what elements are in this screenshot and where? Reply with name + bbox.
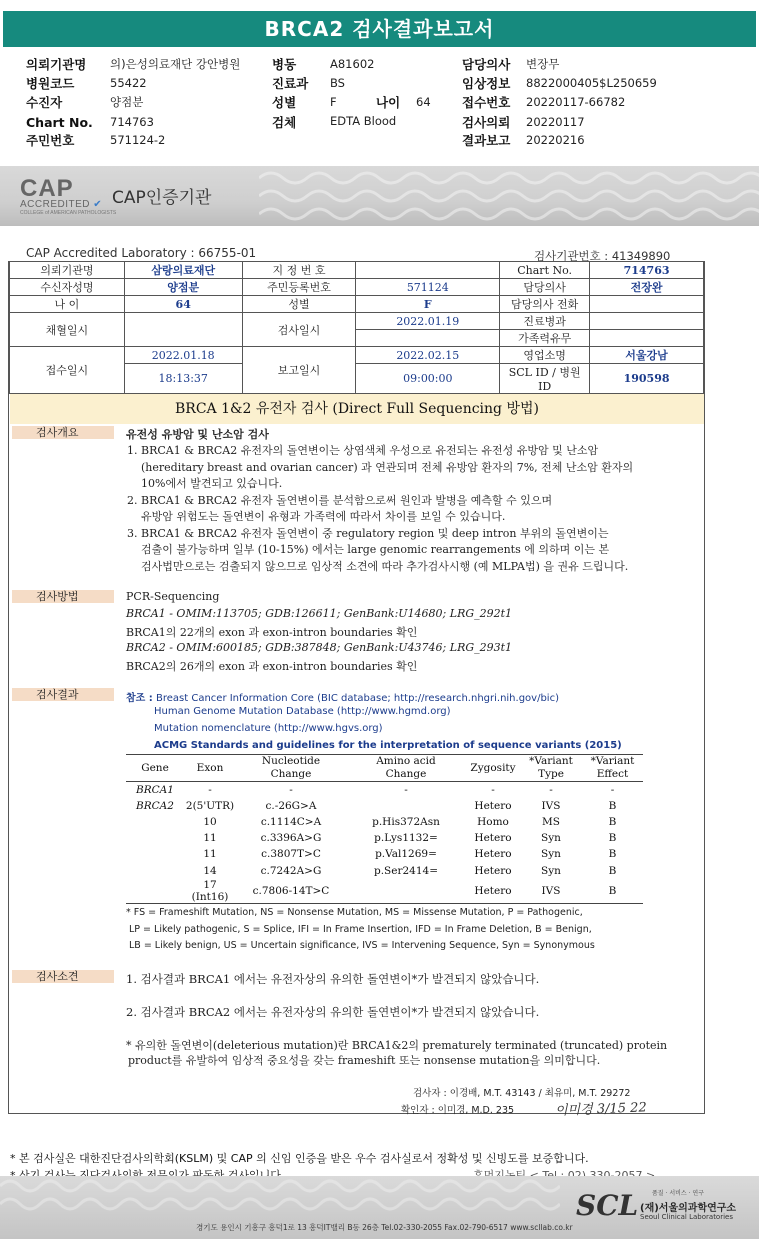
cell-gene [126,862,184,878]
table-label: 접수일시 [10,347,125,394]
table-row [126,782,643,798]
cell-variant-effect: B [608,799,617,812]
cell-variant-type: Syn [541,832,561,845]
exam-institution-number: 검사기관번호 : 41349890 [534,249,671,263]
info-value: BS [330,76,345,90]
cell-variant-effect: B [608,864,617,877]
check-icon: ✔ [93,199,103,210]
overview-line: 3. BRCA1 & BRCA2 유전자 돌연변이 중 regulatory region 및 deep intron 부위의 돌연변이는 [127,527,609,540]
table-value: 전장완 [590,279,704,296]
cell-zygosity: - [491,783,495,796]
table-value: 2022.01.19 [356,313,500,330]
cell-zygosity: Hetero [466,879,520,904]
table-label: 보고일시 [242,347,356,394]
table-label: 지 정 번 호 [242,262,356,279]
title-bar [0,0,759,50]
table-label: SCL ID / 병원 ID [500,364,590,394]
table-value: 2022.02.15 [356,347,500,364]
table-value: 2022.01.18 [124,347,242,364]
cell-zygosity: Hetero [474,848,512,861]
cell-variant-effect: - [610,783,615,796]
table-header: Zygosity [466,755,520,782]
table-row [126,830,643,846]
table-value [356,262,500,279]
method-line: PCR-Sequencing [126,590,220,603]
reference-line: Mutation nomenclature (http://www.hgvs.org) [154,723,383,734]
opinion-line: 2. 검사결과 BRCA2 에서는 유전자상의 유의한 돌연변이*가 발견되지 않았습니다. [126,1005,540,1019]
info-row [26,55,86,74]
table-label: 성별 [242,296,356,313]
cell-nucleotide: c.1114C>A [260,815,322,828]
overview-line: (hereditary breast and ovarian cancer) 과 연관되며 전체 유방암 환자의 7%, 전체 난소암 환자의 [141,461,634,474]
legend-line: * FS = Frameshift Mutation, NS = Nonsense Mutation, MS = Missense Mutation, P = Pathogenic, [126,907,583,918]
overview-label: 검사개요 [12,426,114,439]
info-label: 나이 [376,95,401,110]
footer-address: 경기도 용인시 기흥구 흥덕1로 13 흥덕IT밸리 B동 26층 Tel.02-330-2055 Fax.02-790-6517 www.scllab.co.kr [196,1223,573,1232]
cell-variant-type: IVS [541,799,561,812]
cell-exon: 10 [203,815,217,828]
opinion-note: * 유의한 돌연변이(deleterious mutation)란 BRCA1&2의 prematurely terminated (truncated) protein [126,1039,668,1052]
info-label: 수진자 [26,95,63,110]
cell-amino-acid: p.His372Asn [372,815,440,828]
table-label: 수신자성명 [10,279,125,296]
method-line: BRCA1의 22개의 exon 과 exon-intron boundaries 확인 [126,626,418,639]
table-label: 가족력유무 [500,330,590,347]
overview-line: 유방암 위험도는 돌연변이 유형과 가족력에 따라서 차이를 보일 수 있습니다. [141,510,506,523]
info-value: 의)은성의료재단 강안병원 [110,57,241,71]
info-label: 담당의사 [462,57,511,72]
info-value: F [330,95,337,109]
scl-logo: SCL [576,1189,639,1222]
cell-gene: BRCA2 [136,799,174,812]
cap-lab-number: CAP Accredited Laboratory : 66755-01 [26,246,257,260]
opinion-note: product를 유발하여 임상적 중요성을 갖는 frameshift 또는 nonsense mutation을 의미합니다. [128,1054,601,1067]
info-label: 병원코드 [26,76,75,91]
overview-line: 10%에서 발견되고 있습니다. [141,477,283,490]
cell-nucleotide: c.7806-14T>C [236,879,346,904]
method-line: BRCA2의 26개의 exon 과 exon-intron boundaries 확인 [126,660,418,673]
info-value: 20220117 [526,115,585,129]
report-body [0,226,759,1186]
footer-note: * 본 검사실은 대한진단검사의학회(KSLM) 및 CAP 의 신임 인증을 받은 우수 검사실로서 정확성 및 신빙도를 보증합니다. [10,1152,589,1165]
table-label: 검사일시 [242,313,356,347]
table-label: 의뢰기관명 [10,262,125,279]
table-header: *Variant Effect [582,755,643,782]
info-value: 64 [416,95,431,109]
verifier-line: 확인자 : 이미경, M.D. 235 [401,1105,515,1116]
info-value: 변장무 [526,57,560,71]
info-label: Chart No. [26,115,93,130]
signature: 이미경 3/15 22 [554,1100,647,1119]
cell-nucleotide: c.7242A>G [260,864,322,877]
cell-gene: BRCA1 [136,783,174,796]
cell-exon: 17 (Int16) [184,879,236,904]
table-value: 양점분 [124,279,242,296]
info-label: 의뢰기관명 [26,57,87,72]
patient-info-table [9,261,704,394]
info-value: 571124-2 [110,133,166,147]
cap-label: CAP인증기관 [112,188,212,208]
method-line: BRCA2 - OMIM:600185; GDB:387848; GenBank:U43746; LRG_293t1 [126,641,513,654]
decorative-pattern-icon [0,1176,560,1216]
table-label: 채혈일시 [10,313,125,347]
table-value [356,330,500,347]
table-row [126,862,643,878]
info-value: 양점분 [110,95,144,109]
cell-exon: 2(5'UTR) [185,799,235,812]
info-label: 임상정보 [462,76,511,91]
cell-gene [126,830,184,846]
cap-logo [20,175,116,216]
cell-variant-type: MS [542,815,560,828]
table-label: 담당의사 전화 [500,296,590,313]
reference-line: 참조 : Breast Cancer Information Core (BIC database; http://research.nhgri.nih.gov/bic) [126,693,559,704]
cell-nucleotide: - [289,783,293,796]
result-label: 검사결과 [12,688,114,701]
info-label: 진료과 [272,76,309,91]
cell-amino-acid [346,798,466,814]
info-label: 검사의뢰 [462,115,511,130]
method-line: BRCA1 - OMIM:113705; GDB:126611; GenBank:U14680; LRG_292t1 [126,607,513,620]
scl-name: (재)서울의과학연구소 [640,1203,737,1214]
info-value: EDTA Blood [330,114,397,128]
cap-logo-text: CAP [20,175,74,202]
table-value [590,296,704,313]
overview-line: 검사법만으로는 검출되지 않으므로 임상적 소견에 따라 추가검사시행 (예 MLPA법) 을 권유 드립니다. [141,560,629,573]
table-value: F [356,296,500,313]
table-row [126,798,643,814]
table-value: 64 [124,296,242,313]
cell-variant-effect: B [608,848,617,861]
table-header: Exon [184,755,236,782]
table-value: 09:00:00 [356,364,500,394]
footer-band [0,1176,759,1239]
cell-nucleotide: c.3396A>G [260,832,322,845]
opinion-line: 1. 검사결과 BRCA1 에서는 유전자상의 유의한 돌연변이*가 발견되지 않았습니다. [126,972,540,986]
cell-nucleotide: c.-26G>A [265,799,317,812]
scl-motto: 품질 · 서비스 · 연구 [652,1190,705,1197]
cell-exon: 11 [203,832,217,845]
cell-gene [126,879,184,904]
info-label: 성별 [272,95,297,110]
table-label: 영업소명 [500,347,590,364]
cell-gene [126,814,184,830]
cell-amino-acid [346,879,466,904]
cap-banner [0,166,759,226]
method-label: 검사방법 [12,590,114,603]
reference-line: Human Genome Mutation Database (http://www.hgmd.org) [154,706,451,717]
cell-zygosity: Homo [477,815,509,828]
info-label: 검체 [272,115,297,130]
scl-english-name: Seoul Clinical Laboratories [640,1213,733,1221]
info-label: 주민번호 [26,133,75,148]
table-header: Amino acid Change [346,755,466,782]
cell-amino-acid: p.Ser2414= [373,864,438,877]
cell-exon: 11 [203,848,217,861]
cell-exon: 14 [203,864,217,877]
cell-variant-type: Syn [541,848,561,861]
cell-zygosity: Hetero [474,832,512,845]
table-row [126,846,643,862]
overview-line: 1. BRCA1 & BRCA2 유전자의 돌연변이는 상염색체 우성으로 유전되는 유전성 유방암 및 난소암 [127,444,599,457]
info-value: 714763 [110,115,154,129]
table-header: Nucleotide Change [236,755,346,782]
cell-amino-acid: p.Val1269= [375,848,437,861]
overview-heading: 유전성 유방암 및 난소암 검사 [126,428,269,441]
opinion-label: 검사소견 [12,970,114,983]
cell-variant-effect: B [582,879,643,904]
cell-variant-type: IVS [520,879,582,904]
table-header: Gene [126,755,184,782]
decorative-pattern-icon [259,166,759,226]
info-value: 8822000405$L250659 [526,76,657,90]
table-value: 삼랑의료재단 [124,262,242,279]
reference-line: ACMG Standards and guidelines for the interpretation of sequence variants (2015) [154,740,622,751]
table-label: Chart No. [500,262,590,279]
table-value: 571124 [356,279,500,296]
cap-accredited: ACCREDITED ✔ [20,199,103,210]
legend-line: LP = Likely pathogenic, S = Splice, IFI = In Frame Insertion, IFD = In Frame Deletion, B = Benign, [129,924,592,935]
table-value: 18:13:37 [124,364,242,394]
cell-zygosity: Hetero [474,864,512,877]
report-title: BRCA2 검사결과보고서 [3,11,756,47]
info-label: 결과보고 [462,133,511,148]
info-value: 20220117-66782 [526,95,626,109]
cell-nucleotide: c.3807T>C [261,848,321,861]
tester-line: 검사자 : 이경배, M.T. 43143 / 최유미, M.T. 29272 [413,1088,631,1099]
table-value [124,313,242,347]
section-title: BRCA 1&2 유전자 검사 (Direct Full Sequencing 방법) [10,394,704,424]
cell-zygosity: Hetero [474,799,512,812]
cap-small-text: COLLEGE of AMERICAN PATHOLOGISTS [20,210,117,216]
overview-line: 2. BRCA1 & BRCA2 유전자 돌연변이를 분석함으로써 원인과 발병을 예측할 수 있으며 [127,494,553,507]
table-header: *Variant Type [520,755,582,782]
overview-line: 검출이 불가능하며 일부 (10-15%) 에서는 large genomic rearrangements 에 의하며 이는 본 [141,543,610,556]
table-value: 714763 [590,262,704,279]
cell-gene [126,846,184,862]
table-row [126,814,643,830]
cell-variant-effect: B [608,815,617,828]
info-label: 접수번호 [462,95,511,110]
table-value: 서울강남 [590,347,704,364]
table-label: 담당의사 [500,279,590,296]
cell-variant-effect: B [608,832,617,845]
table-label: 나 이 [10,296,125,313]
cell-variant-type: Syn [541,864,561,877]
table-row [126,879,643,904]
table-label: 주민등록번호 [242,279,356,296]
info-value: 55422 [110,76,147,90]
cell-exon: - [208,783,212,796]
table-value [590,313,704,330]
variant-table [126,754,643,904]
table-label: 진료병과 [500,313,590,330]
table-value: 190598 [590,364,704,394]
info-label: 병동 [272,57,297,72]
info-value: 20220216 [526,133,585,147]
info-value: A81602 [330,57,375,71]
table-value [590,330,704,347]
cell-amino-acid: p.Lys1132= [374,832,438,845]
cell-variant-type: - [549,783,553,796]
legend-line: LB = Likely benign, US = Uncertain significance, IVS = Intervening Sequence, Syn = Synonymous [129,940,595,951]
cell-amino-acid: - [404,783,408,796]
